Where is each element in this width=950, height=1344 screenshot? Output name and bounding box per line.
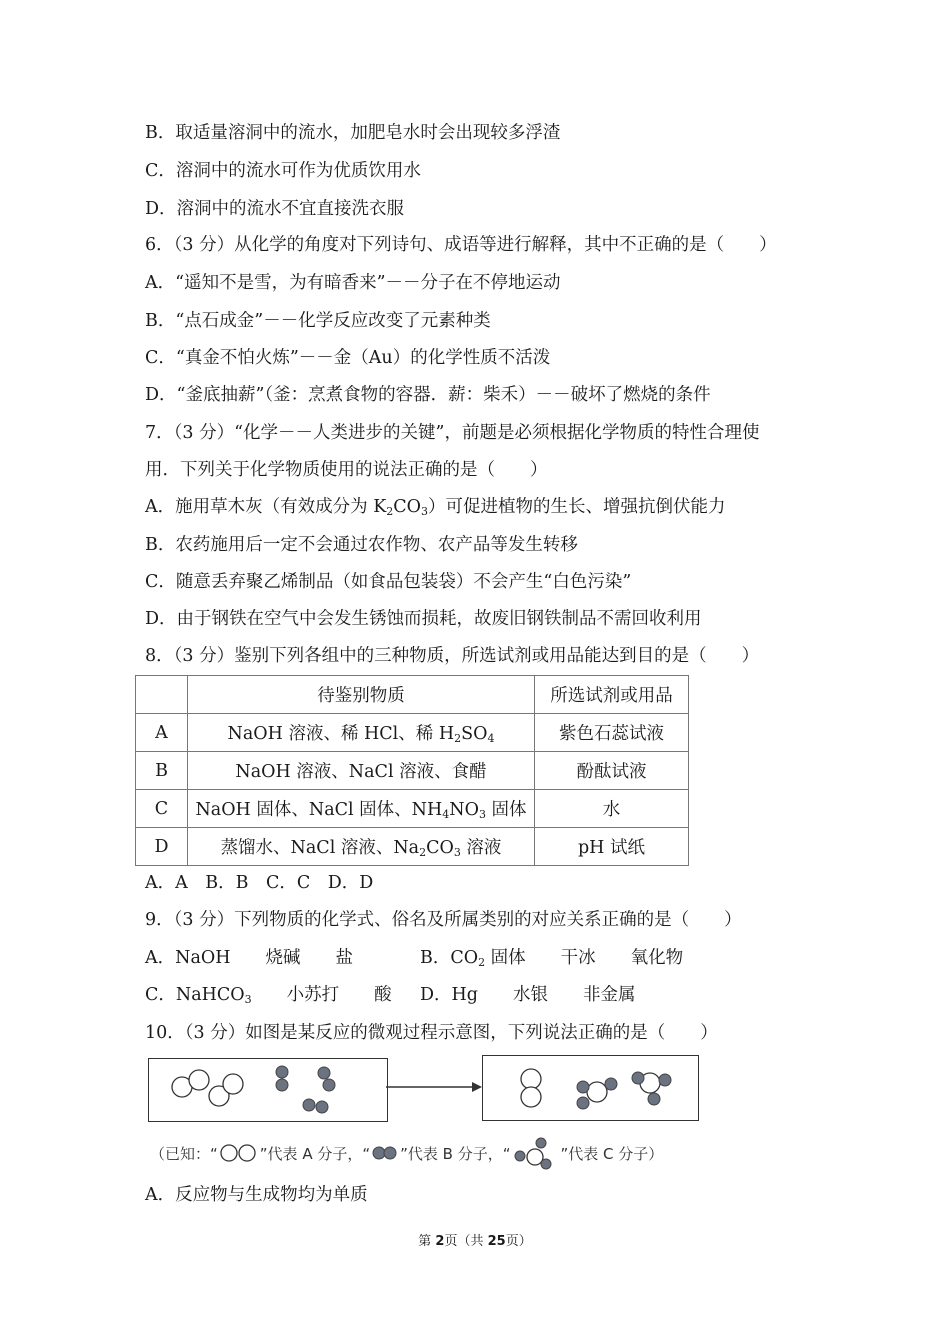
row-sub: 2	[419, 846, 427, 859]
row-reagent: pH 试纸	[535, 828, 689, 866]
b-molecules	[276, 1066, 335, 1113]
question-9: 9．（3 分）下列物质的化学式、俗名及所属类别的对应关系正确的是（ ）	[145, 910, 742, 930]
footer-mid: 页（共	[444, 1234, 488, 1249]
b-molecule-icon	[370, 1143, 400, 1163]
q7-option-b: B．农药施用后一定不会通过农作物、农产品等发生转移	[145, 535, 578, 555]
row-text: CO	[426, 838, 454, 858]
row-sub: 2	[454, 732, 462, 745]
question-6: 6．（3 分）从化学的角度对下列诗句、成语等进行解释，其中不正确的是（ ）	[145, 235, 777, 255]
table-row	[136, 752, 689, 790]
reactants-molecules	[149, 1059, 387, 1121]
row-reagent: 酚酞试液	[535, 752, 689, 790]
footer-post: 页）	[505, 1234, 532, 1249]
q8-options: A．A B．B C．C D．D	[145, 873, 374, 893]
row-text: SO	[461, 724, 488, 744]
row-substances	[188, 714, 535, 752]
q6-option-c: C．“真金不怕火炼”－－金（Au）的化学性质不活泼	[145, 348, 551, 368]
q8-table	[135, 675, 689, 866]
q9b-text-1: B．CO	[420, 948, 479, 968]
footer-total: 25	[487, 1234, 506, 1249]
q5-option-b: B．取适量溶洞中的流水，加肥皂水时会出现较多浮渣	[145, 123, 561, 143]
row-reagent: 水	[535, 790, 689, 828]
page-footer	[0, 1230, 950, 1249]
q6-option-a: A．“遥知不是雪，为有暗香来”－－分子在不停地运动	[145, 273, 561, 293]
question-10: 10．（3 分）如图是某反应的微观过程示意图，下列说法正确的是（ ）	[145, 1023, 718, 1043]
q9b-text-2: 固体 干冰 氧化物	[485, 948, 684, 968]
q9-option-b	[420, 946, 683, 970]
row-text: 固体	[485, 800, 527, 820]
question-7-line2: 用．下列关于化学物质使用的说法正确的是（ ）	[145, 460, 548, 480]
q9c-sub: 3	[244, 993, 252, 1006]
c-molecule-icon	[511, 1137, 561, 1171]
q6-option-b: B．“点石成金”－－化学反应改变了元素种类	[145, 311, 491, 331]
row-text: 蒸馏水、NaCl 溶液、Na	[220, 838, 420, 858]
q10-option-a: A．反应物与生成物均为单质	[145, 1185, 368, 1205]
row-label: C	[136, 790, 188, 828]
row-substances	[188, 828, 535, 866]
a-molecule-icon	[218, 1143, 260, 1163]
row-sub: 3	[478, 808, 486, 821]
q7a-text-1: A．施用草木灰（有效成分为 K	[145, 497, 387, 517]
table-row	[136, 790, 689, 828]
a-molecule	[521, 1069, 541, 1107]
products-box	[482, 1055, 699, 1121]
q7-option-a	[145, 495, 726, 519]
header-cell-substances: 待鉴别物质	[188, 676, 535, 714]
q7a-text-2: CO	[393, 497, 422, 517]
footer-pre: 第	[418, 1234, 436, 1249]
row-substances: NaOH 溶液、NaCl 溶液、食醋	[188, 752, 535, 790]
row-text: NaOH 溶液、稀 HCl、稀 H	[227, 724, 455, 744]
row-label: A	[136, 714, 188, 752]
q5-option-d: D．溶洞中的流水不宜直接洗衣服	[145, 199, 405, 219]
row-sub: 3	[453, 846, 461, 859]
row-label: B	[136, 752, 188, 790]
question-7-line1: 7．（3 分）“化学－－人类进步的关键”，前题是必须根据化学物质的特性合理使	[145, 423, 760, 443]
table-header-row	[136, 676, 689, 714]
legend-b: ”代表 B 分子，“	[400, 1145, 511, 1163]
q9b-sub: 2	[478, 956, 486, 969]
a-molecule-1	[172, 1070, 209, 1097]
q7a-text-3: ）可促进植物的生长、增强抗倒伏能力	[428, 497, 726, 517]
legend-prefix: （已知：“	[150, 1145, 218, 1163]
c-molecule-2	[632, 1072, 671, 1105]
q9-option-d: D．Hg 水银 非金属	[420, 985, 636, 1005]
q9-option-a: A．NaOH 烧碱 盐	[145, 948, 353, 968]
row-sub: 4	[442, 808, 450, 821]
row-text: NaOH 固体、NaCl 固体、NH	[195, 800, 443, 820]
q9c-text-2: 小苏打 酸	[251, 985, 392, 1005]
reactants-box	[148, 1058, 388, 1122]
products-molecules	[483, 1056, 698, 1120]
q9-option-c	[145, 983, 392, 1007]
a-molecule-2	[209, 1074, 243, 1106]
table-row	[136, 714, 689, 752]
row-sub: 4	[487, 732, 495, 745]
table-row	[136, 828, 689, 866]
row-text: 溶液	[460, 838, 502, 858]
q7-option-d: D．由于钢铁在空气中会发生锈蚀而损耗，故废旧钢铁制品不需回收利用	[145, 609, 702, 629]
row-label: D	[136, 828, 188, 866]
legend-c: ”代表 C 分子）	[560, 1145, 664, 1163]
q7a-sub-2: 3	[421, 505, 429, 518]
row-text: NO	[449, 800, 479, 820]
q7-option-c: C．随意丢弃聚乙烯制品（如食品包装袋）不会产生“白色污染”	[145, 572, 632, 592]
diagram-legend	[150, 1137, 663, 1171]
arrow-icon	[386, 1080, 484, 1094]
footer-page: 2	[435, 1234, 445, 1249]
header-cell-blank	[136, 676, 188, 714]
q6-option-d: D．“釜底抽薪”（釜：烹煮食物的容器．薪：柴禾）－－破坏了燃烧的条件	[145, 385, 711, 405]
question-8: 8．（3 分）鉴别下列各组中的三种物质，所选试剂或用品能达到目的是（ ）	[145, 646, 760, 666]
q5-option-c: C．溶洞中的流水可作为优质饮用水	[145, 161, 421, 181]
header-cell-reagent: 所选试剂或用品	[535, 676, 689, 714]
q7a-sub-1: 2	[386, 505, 394, 518]
row-reagent: 紫色石蕊试液	[535, 714, 689, 752]
q9c-text-1: C．NaHCO	[145, 985, 245, 1005]
row-substances	[188, 790, 535, 828]
c-molecule-1	[577, 1078, 617, 1109]
legend-a: ”代表 A 分子，“	[259, 1145, 371, 1163]
